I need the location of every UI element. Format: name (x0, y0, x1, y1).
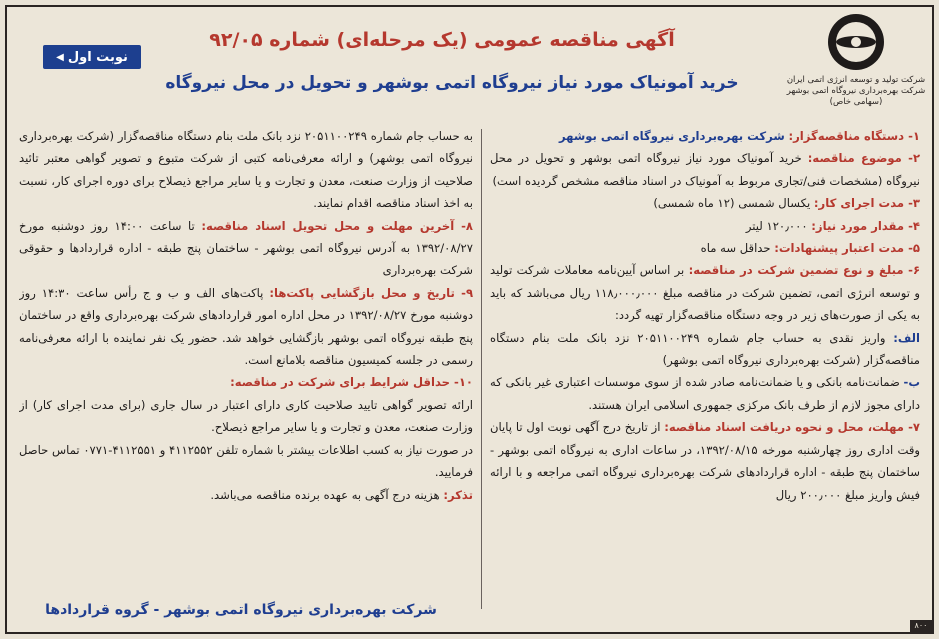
item-9 (19, 282, 473, 372)
item-1-text: شرکت بهره‌برداری نیروگاه اتمی بوشهر (558, 129, 785, 143)
item-6-label: ۶- مبلغ و نوع تضمین شرکت در مناقصه: (688, 263, 920, 278)
item-7-label: ۷- مهلت، محل و نحوه دریافت اسناد مناقصه: (664, 420, 920, 435)
item-1 (490, 125, 920, 147)
notice-header (7, 7, 932, 125)
note-text: هزینه درج آگهی به عهده برنده مناقصه می‌باشد. (210, 487, 440, 502)
option-b-text: ضمانت‌نامه بانکی و یا ضمانت‌نامه صادر شده از سوی موسسات اعتباری غیر بانکی که دارای مجوز لازم از طرف بانک مرکزی جمهوری اسلامی ایران هستند. (490, 375, 920, 412)
item-6-option-b (490, 371, 920, 416)
item-10-body (19, 394, 473, 439)
item-1-label: ۱- دستگاه مناقصه‌گزار: (788, 129, 920, 143)
arrow-left-icon: ◀ (56, 51, 64, 63)
tender-notice (5, 5, 934, 634)
item-3-label: ۳- مدت اجرای کار: (813, 196, 920, 211)
round-badge (43, 45, 141, 69)
item-7 (490, 416, 920, 506)
option-a-text: واریز نقدی به حساب جام شماره ۲۰۵۱۱۰۰۲۴۹ نزد بانک ملت بنام دستگاه مناقصه‌گزار (شرکت بهره‌برداری نیروگاه اتمی بوشهر) (490, 330, 920, 368)
note-label: تذکر: (443, 487, 473, 502)
contact-info (19, 439, 473, 484)
page-stamp: ۸۰۰ (910, 620, 932, 632)
item-8-text: تا ساعت ۱۴:۰۰ روز دوشنبه مورخ ۱۳۹۲/۰۸/۲۷ به آدرس نیروگاه اتمی بوشهر - ساختمان پنج طبقه - اداره قراردادها و حقوقی شرکت بهره‌برداری (19, 218, 473, 278)
atom-logo-icon (825, 11, 887, 73)
organization-logo (786, 11, 926, 119)
item-5 (490, 237, 920, 259)
note (19, 484, 473, 506)
option-a-label: الف: (893, 330, 920, 345)
notice-title: آگهی مناقصه عمومی (یک مرحله‌ای) شماره ۹۲/۰۵ (209, 29, 675, 51)
item-2-text: خرید آمونیاک مورد نیاز نیروگاه اتمی بوشهر و تحویل در محل نیروگاه (مشخصات فنی/تجاری مربوط به آمونیاک در اسناد مناقصه مشخص گردیده است) (490, 151, 920, 188)
item-5-text: حداقل سه ماه (700, 241, 771, 256)
logo-caption: شرکت تولید و توسعه انرژی اتمی ایران شرکت بهره‌برداری نیروگاه اتمی بوشهر (سهامی خاص) (786, 75, 926, 107)
item-8-label: ۸- آخرین مهلت و محل تحویل اسناد مناقصه: (201, 218, 473, 233)
item-7-text: از تاریخ درج آگهی نوبت اول تا پایان وقت اداری روز چهارشنبه مورخه ۱۳۹۲/۰۸/۱۵، در ساعات اداری به نیروگاه اتمی بوشهر - ساختمان پنج طبقه - اداره قراردادهای شرکت بهره‌برداری نیروگاه اتمی مراجعه و با ارائه فیش واریز مبلغ ۲۰۰٫۰۰۰ ریال (490, 420, 920, 502)
item-3 (490, 192, 920, 214)
item-6-text: بر اساس آیین‌نامه معاملات شرکت تولید و توسعه انرژی اتمی، تضمین شرکت در مناقصه مبلغ ۱۱۸٫۰۰۰٫۰۰۰ ریال می‌باشد که باید به یکی از صورت‌های زیر در وجه دستگاه مناقصه‌گزار تهیه گردد: (490, 263, 920, 323)
item-6 (490, 259, 920, 326)
left-column (19, 125, 473, 595)
right-column (490, 125, 920, 595)
item-3-text: یکسال شمسی (۱۲ ماه شمسی) (653, 196, 811, 211)
notice-subtitle: خرید آمونیاک مورد نیاز نیروگاه اتمی بوشهر و تحویل در محل نیروگاه (165, 73, 739, 93)
item-5-label: ۵- مدت اعتبار پیشنهادات: (774, 241, 920, 256)
item-9-label: ۹- تاریخ و محل بازگشایی پاکت‌ها: (269, 285, 473, 300)
item-10-text: ارائه تصویر گواهی تایید صلاحیت کاری دارای اعتبار در سال جاری (برای مدت اجرای کار) از وزارت صنعت، معدن و تجارت و یا سایر مراجع ذیصلاح. (19, 397, 473, 435)
contact-text: در صورت نیاز به کسب اطلاعات بیشتر با شماره تلفن ۴۱۱۲۵۵۲ و ۴۱۱۲۵۵۱-۰۷۷۱ تماس حاصل فرمایید. (19, 442, 473, 480)
item-4 (490, 215, 920, 237)
item-2 (490, 147, 920, 192)
option-b-label: ب- (903, 375, 920, 390)
item-4-text: ۱۲۰٫۰۰۰ لیتر (745, 218, 808, 233)
item-8 (19, 215, 473, 282)
item-7-continued (19, 125, 473, 215)
column-divider (481, 129, 482, 609)
item-9-text: پاکت‌های الف و ب و ج رأس ساعت ۱۴:۳۰ روز دوشنبه مورخ ۱۳۹۲/۰۸/۲۷ در محل اداره امور قراردادهای شرکت بهره‌برداری واقع در ساختمان پنج طبقه نیروگاه اتمی بوشهر بازگشایی خواهد شد. حضور یک نفر نماینده با ارائه معرفی‌نامه رسمی در جلسه کمیسیون مناقصه بلامانع است. (19, 285, 473, 368)
item-4-label: ۴- مقدار مورد نیاز: (811, 218, 920, 233)
item-7-continued-text: به حساب جام شماره ۲۰۵۱۱۰۰۲۴۹ نزد بانک ملت بنام دستگاه مناقصه‌گزار (شرکت بهره‌برداری نیروگاه اتمی بوشهر) و ارائه معرفی‌نامه کتبی از شرکت متبوع و تصویر گواهی معتبر تائید صلاحیت از وزارت صنعت، معدن و تجارت و یا سایر مراجع ذیصلاح برای دوره اجرای کار، نسبت به اخذ اسناد مناقصه اقدام نمایند. (19, 129, 473, 211)
item-2-label: ۲- موضوع مناقصه: (807, 151, 920, 166)
item-10 (19, 371, 473, 393)
item-6-option-a (490, 327, 920, 372)
signature-line: شرکت بهره‌برداری نیروگاه اتمی بوشهر - گروه قراردادها (45, 602, 437, 618)
item-10-label: ۱۰- حداقل شرایط برای شرکت در مناقصه: (230, 375, 473, 390)
badge-label: نوبت اول (67, 49, 128, 65)
